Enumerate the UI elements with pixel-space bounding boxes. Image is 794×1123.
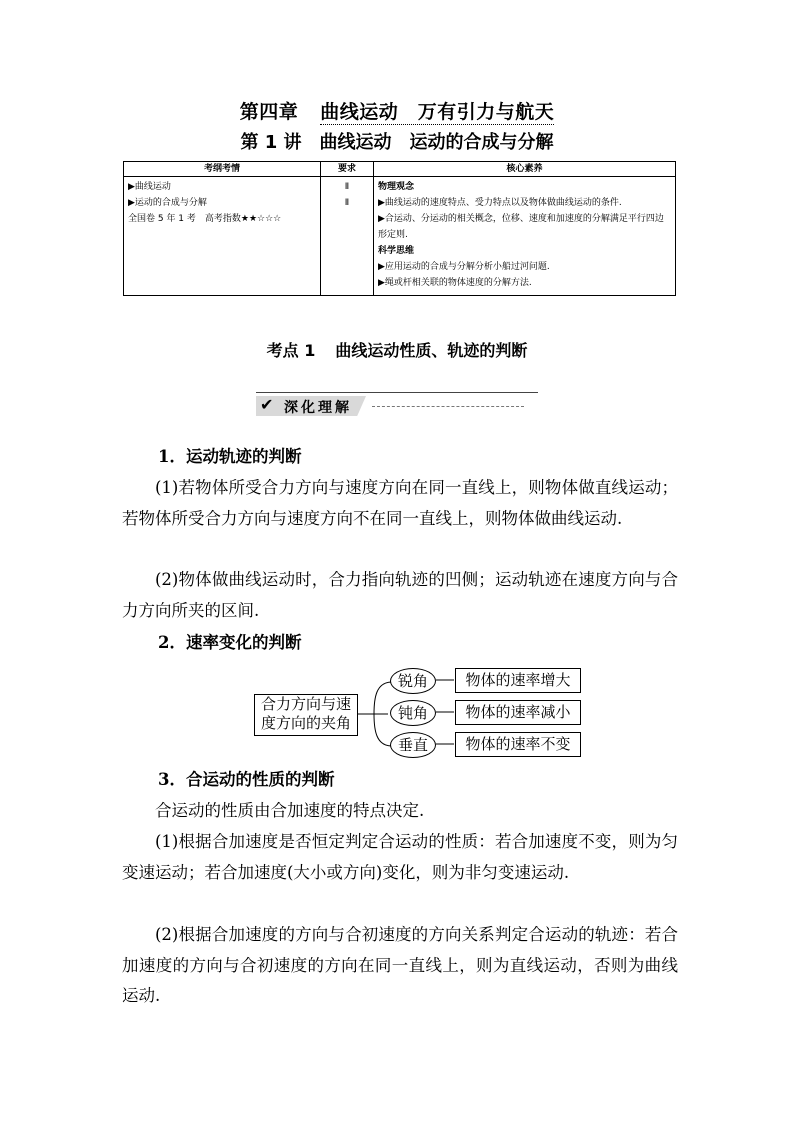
- topic-heading: [0, 338, 794, 361]
- syllabus-item: ▶曲线运动: [128, 182, 171, 192]
- paragraph: (2)物体做曲线运动时，合力指向轨迹的凹侧；运动轨迹在速度方向与合力方向所夹的区间.: [122, 570, 678, 620]
- lecture-name: 曲线运动 运动的合成与分解: [319, 132, 554, 153]
- literacy-cell: [374, 177, 676, 296]
- result-speed-decrease: 物体的速率减小: [455, 700, 581, 725]
- requirement-level: Ⅱ: [344, 182, 350, 192]
- banner-rule: [256, 392, 538, 393]
- literacy-item: ▶应用运动的合成与分解分析小船过河问题.: [378, 262, 550, 272]
- source-line: 度方向的夹角: [260, 714, 351, 732]
- angle-source-box: [254, 694, 358, 736]
- banner-label: 深化理解: [284, 400, 352, 416]
- banner-dashed-line: [372, 406, 524, 407]
- chapter-title: [0, 97, 794, 124]
- source-line: 合力方向与速: [260, 695, 351, 713]
- syllabus-cell: [124, 177, 321, 296]
- acute-angle-node: 锐角: [390, 668, 436, 694]
- table-header-literacy: 核心素养: [374, 162, 676, 177]
- paragraph: (2)根据合加速度的方向与合初速度的方向关系判定合运动的轨迹：若合加速度的方向与合初速度的方向在同一直线上，则为直线运动，否则为曲线运动.: [122, 925, 678, 1005]
- paragraph: (1)根据合加速度是否恒定判定合运动的性质：若合加速度不变，则为匀变速运动；若合加速度(大小或方向)变化，则为非匀变速运动.: [122, 832, 678, 882]
- table-header-requirement: 要求: [321, 162, 374, 177]
- paragraph: (1)若物体所受合力方向与速度方向在同一直线上，则物体做直线运动；若物体所受合力方向与速度方向不在同一直线上，则物体做曲线运动.: [122, 478, 678, 528]
- right-angle-node: 垂直: [390, 732, 436, 758]
- result-speed-constant: 物体的速率不变: [455, 732, 581, 757]
- section-heading: 1．运动轨迹的判断: [158, 447, 302, 466]
- table-header-syllabus: 考纲考情: [124, 162, 321, 177]
- result-speed-increase: 物体的速率增大: [455, 668, 581, 693]
- syllabus-table: [123, 161, 676, 296]
- topic-title: 曲线运动性质、轨迹的判断: [335, 341, 528, 360]
- section-heading: 2．速率变化的判断: [158, 633, 302, 652]
- lecture-title: [0, 128, 794, 154]
- obtuse-angle-node: 钝角: [390, 700, 436, 726]
- literacy-heading: 科学思维: [378, 246, 415, 256]
- literacy-item: ▶合运动、分运动的相关概念，位移、速度和加速度的分解满足平行四边形定则.: [378, 214, 664, 240]
- literacy-item: ▶绳或杆相关联的物体速度的分解方法.: [378, 278, 532, 288]
- paragraph: 合运动的性质由合加速度的特点决定.: [155, 801, 425, 820]
- chapter-name: 曲线运动 万有引力与航天: [320, 101, 555, 123]
- syllabus-item: ▶运动的合成与分解: [128, 198, 207, 208]
- chapter-number: 第四章: [239, 101, 299, 123]
- section-heading: 3．合运动的性质的判断: [158, 770, 335, 789]
- literacy-heading: 物理观念: [378, 182, 415, 192]
- topic-label: 考点 1: [266, 341, 316, 360]
- checkmark-icon: ✔: [260, 395, 274, 414]
- requirement-level: Ⅱ: [344, 198, 350, 208]
- lecture-number: 第 1 讲: [240, 132, 302, 153]
- requirement-cell: [321, 177, 374, 296]
- exam-frequency: 全国卷 5 年 1 考 高考指数★★☆☆☆: [128, 214, 282, 224]
- speed-change-diagram: [0, 660, 794, 760]
- literacy-item: ▶曲线运动的速度特点、受力特点以及物体做曲线运动的条件.: [378, 198, 622, 208]
